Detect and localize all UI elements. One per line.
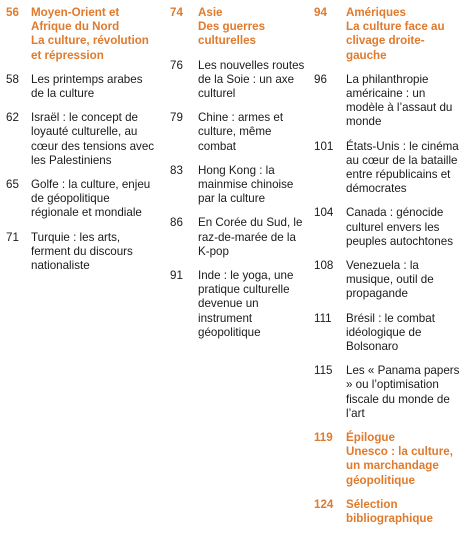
section-title: Moyen-Orient et Afrique du Nord (31, 6, 120, 34)
section-title: Amériques (346, 6, 406, 19)
entry-page-number: 86 (170, 216, 183, 230)
section-title: Asie (198, 6, 223, 19)
section-subtitle: La culture face au clivage droite-gauche (346, 20, 445, 62)
bibliography-title: Sélection bibliographique (346, 497, 433, 526)
entry-title: Canada : génocide culturel envers les peuples autochtones (346, 206, 454, 248)
section-heading[interactable] (314, 6, 464, 63)
entry-title: États-Unis : le cinéma au cœur de la bataille entre républicains et démocrates (346, 139, 459, 196)
entry-page-number: 65 (6, 178, 19, 192)
toc-entry[interactable] (170, 59, 310, 102)
section-subtitle: La culture, révolution et répression (31, 34, 149, 62)
toc-entry[interactable] (314, 73, 464, 130)
toc-column-middle-east (6, 6, 158, 283)
entry-title: Venezuela : la musique, outil de propagande (346, 259, 434, 301)
entry-page-number: 79 (170, 111, 183, 125)
entry-title: Israël : le concept de loyauté culturelle, au cœur des tensions avec les Palestiniens (31, 111, 155, 167)
entry-title: Les printemps arabes de la culture (31, 72, 143, 101)
entry-title: Hong Kong : la mainmise chinoise par la culture (198, 163, 294, 206)
section-heading[interactable] (170, 6, 310, 49)
toc-entry[interactable] (314, 206, 464, 249)
bibliography-heading[interactable] (314, 498, 464, 526)
entry-title: En Corée du Sud, le raz-de-marée de la K-pop (198, 216, 303, 258)
epilogue-title: Épilogue (346, 431, 395, 445)
section-page-number: 94 (314, 6, 327, 19)
entry-page-number: 76 (170, 58, 183, 72)
entry-title: Brésil : le combat idéologique de Bolsonaro (346, 311, 435, 354)
toc-entry[interactable] (170, 111, 310, 154)
toc-entry[interactable] (170, 164, 310, 207)
section-page-number: 74 (170, 6, 183, 19)
entry-page-number: 96 (314, 72, 327, 86)
entry-title: Golfe : la culture, enjeu de géopolitique régionale et mondiale (31, 178, 151, 220)
toc-entry[interactable] (170, 269, 310, 340)
bibliography-page-number: 124 (314, 497, 334, 511)
epilogue-heading[interactable] (314, 431, 464, 488)
entry-page-number: 111 (314, 311, 332, 325)
toc-entry[interactable] (6, 111, 158, 168)
toc-entry[interactable] (314, 259, 464, 302)
entry-page-number: 108 (314, 259, 334, 273)
toc-entry[interactable] (314, 312, 464, 355)
entry-page-number: 104 (314, 206, 334, 220)
toc-column-asia (170, 6, 310, 350)
entry-title: La philanthropie américaine : un modèle à l’assaut du monde (346, 72, 453, 129)
entry-title: Les nouvelles routes de la Soie : un axe culturel (198, 58, 305, 101)
entry-page-number: 58 (6, 72, 19, 86)
section-subtitle: Des guerres culturelles (198, 20, 266, 48)
toc-entry[interactable] (6, 73, 158, 101)
toc-entry[interactable] (6, 231, 158, 274)
entry-title: Chine : armes et culture, même combat (198, 111, 284, 153)
entry-title: Inde : le yoga, une pratique culturelle devenue un instrument géopolitique (198, 269, 294, 339)
entry-page-number: 71 (6, 230, 19, 244)
entry-page-number: 101 (314, 139, 334, 153)
toc-column-americas (314, 6, 464, 536)
entry-title: Les « Panama papers » ou l’optimisation fiscale du monde de l’art (346, 364, 460, 420)
toc-entry[interactable] (170, 216, 310, 259)
entry-page-number: 83 (170, 163, 183, 177)
toc-entry[interactable] (314, 364, 464, 421)
section-page-number: 56 (6, 6, 19, 19)
entry-page-number: 115 (314, 364, 333, 378)
entry-title: Turquie : les arts, ferment du discours nationaliste (31, 230, 133, 273)
epilogue-page-number: 119 (314, 431, 333, 445)
toc-entry[interactable] (314, 140, 464, 197)
entry-page-number: 62 (6, 111, 19, 125)
section-heading[interactable] (6, 6, 158, 63)
entry-page-number: 91 (170, 269, 183, 283)
toc-entry[interactable] (6, 178, 158, 221)
epilogue-subtitle: Unesco : la culture, un marchandage géopolitique (346, 445, 453, 487)
